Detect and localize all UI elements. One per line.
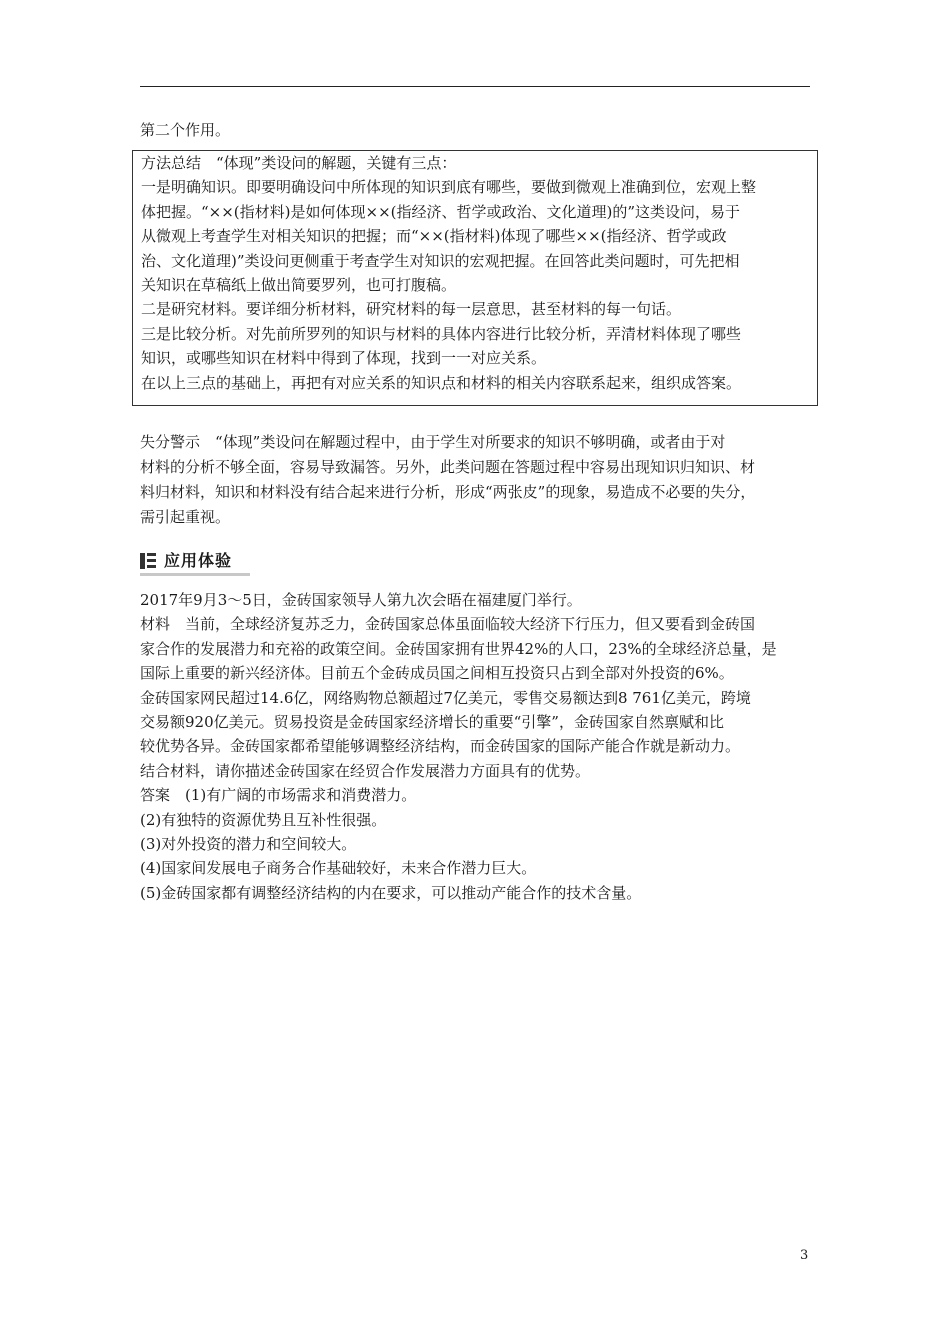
method-line: 方法总结 “体现”类设问的解题，关键有三点： <box>141 154 457 172</box>
method-line: 三是比较分析。对先前所罗列的知识与材料的具体内容进行比较分析，弄清材料体现了哪些 <box>141 324 742 343</box>
section-title: 应用体验 <box>164 551 233 570</box>
application-line: 较优势各异。金砖国家都希望能够调整经济结构，而金砖国家的国际产能合作就是新动力。 <box>140 737 741 756</box>
method-line: 在以上三点的基础上，再把有对应关系的知识点和材料的相关内容联系起来，组织成答案。 <box>141 373 742 392</box>
page-number: 3 <box>800 1248 809 1263</box>
warning-line: 需引起重视。 <box>140 508 231 526</box>
section-bars-icon <box>140 553 156 569</box>
warning-line: 材料的分析不够全面，容易导致漏答。另外，此类问题在答题过程中容易出现知识归知识、材 <box>140 458 756 476</box>
warning-line: 失分警示 “体现”类设问在解题过程中，由于学生对所要求的知识不够明确，或者由于对 <box>140 433 726 451</box>
warning-line: 料归材料，知识和材料没有结合起来进行分析，形成“两张皮”的现象，易造成不必要的失分， <box>140 483 756 501</box>
application-line: 国际上重要的新兴经济体。目前五个金砖成员国之间相互投资只占到全部对外投资的6%。 <box>140 664 734 683</box>
answer-line: (4)国家间发展电子商务合作基础较好，未来合作潜力巨大。 <box>140 859 537 878</box>
intro-line: 第二个作用。 <box>140 121 231 139</box>
answer-line: (2)有独特的资源优势且互补性很强。 <box>140 810 387 829</box>
method-line: 从微观上考查学生对相关知识的把握；而“××(指材料)体现了哪些××(指经济、哲学或政 <box>141 227 727 246</box>
section-heading <box>140 548 250 574</box>
section-underline <box>140 573 250 576</box>
method-summary-box <box>132 150 818 406</box>
method-line: 一是明确知识。即要明确设问中所体现的知识到底有哪些，要做到微观上准确到位，宏观上整 <box>141 178 757 197</box>
header-rule <box>140 86 810 87</box>
application-line: 2017年9月3～5日，金砖国家领导人第九次会晤在福建厦门举行。 <box>140 591 582 609</box>
application-line: 交易额920亿美元。贸易投资是金砖国家经济增长的重要“引擎”，金砖国家自然禀赋和比 <box>140 713 724 732</box>
application-line: 金砖国家网民超过14.6亿，网络购物总额超过7亿美元，零售交易额达到8 761亿美元，跨境 <box>140 688 751 707</box>
method-line: 知识，或哪些知识在材料中得到了体现，找到一一对应关系。 <box>141 349 547 368</box>
application-content <box>140 588 812 905</box>
answer-line: (5)金砖国家都有调整经济结构的内在要求，可以推动产能合作的技术含量。 <box>140 883 642 902</box>
application-line: 结合材料，请你描述金砖国家在经贸合作发展潜力方面具有的优势。 <box>140 761 591 780</box>
warning-paragraph <box>140 430 812 530</box>
application-line: 家合作的发展潜力和充裕的政策空间。金砖国家拥有世界42%的人口，23%的全球经济总量，是 <box>140 639 777 658</box>
method-line: 体把握。“××(指材料)是如何体现××(指经济、哲学或政治、文化道理)的”这类设问，易于 <box>141 202 741 221</box>
method-line: 治、文化道理)”类设问更侧重于考查学生对知识的宏观把握。在回答此类问题时，可先把相 <box>141 251 740 270</box>
answer-line: 答案 (1)有广阔的市场需求和消费潜力。 <box>140 786 417 805</box>
method-line: 关知识在草稿纸上做出简要罗列，也可打腹稿。 <box>141 276 457 295</box>
application-line: 材料 当前，全球经济复苏乏力，金砖国家总体虽面临较大经济下行压力，但又要看到金砖国 <box>140 615 756 634</box>
method-line: 二是研究材料。要详细分析材料，研究材料的每一层意思，甚至材料的每一句话。 <box>141 300 682 319</box>
answer-line: (3)对外投资的潜力和空间较大。 <box>140 835 357 854</box>
